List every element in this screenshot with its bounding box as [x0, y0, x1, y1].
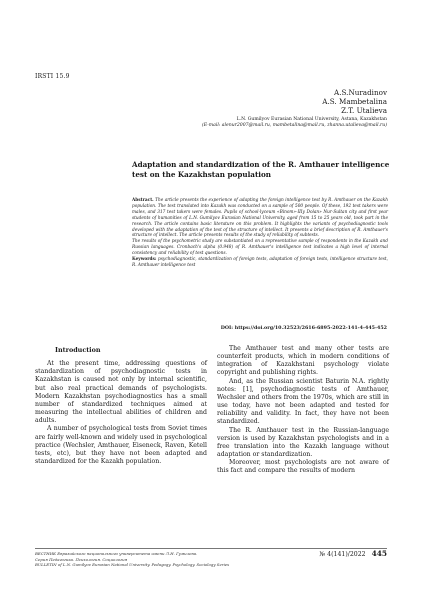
paragraph: A number of psychological tests from Soviet times are fairly well-known and widely used in psychological practice (Wechsler, Amthauer, Eiseneck, Raven, Ketell tests, etc), but they have not been adapted and standardized for the Kazakh population.: [35, 425, 207, 466]
affiliation: [202, 117, 387, 129]
right-column: [217, 345, 389, 476]
journal-footer: [35, 551, 305, 568]
affiliation-emails: (E-mail: alenur2007@mail.ru, mambetalina@mail.ru, zhanna.utalieva@mail.ru): [201, 123, 387, 128]
abstract-text-2: The results of the psychometric study are substantiated on a representative sample of respondents in the Kazakh and Russian languages. Cronbach's alpha (0.948) of R. Amthauer's intelligence test indicates a high level of internal consistency and reliability of test questions.: [132, 239, 388, 257]
keywords: psychodiagnostic, standardization of foreign tests, adaptation of foreign tests, intelligence structure test, R. Amthauer intelligence test: [132, 257, 388, 268]
paragraph: The R. Amthauer test in the Russian-language version is used by Kazakhstan psychologists and in a free translation into the Kazakh language without adaptation or standardization.: [217, 426, 389, 459]
keywords-label: Keywords:: [132, 257, 157, 263]
author-name: A.S. Mambetalina: [322, 97, 387, 106]
article-title: Adaptation and standardization of the R. Amthauer intelligence test on the Kazakhstan population: [132, 160, 390, 179]
author-name: Z.T. Utalieva: [341, 106, 387, 115]
abstract-label: Abstract.: [132, 198, 154, 203]
journal-name-line: ВЕСТНИК Евразийского национального университета имени Л.Н. Гумилева.: [35, 551, 198, 556]
doi-link[interactable]: DOI: https://doi.org/10.32523/2616-6895-2022-141-4-445-452: [220, 325, 387, 331]
journal-name-line: Серия Педагогика. Психология. Социология: [35, 556, 128, 562]
paragraph: And, as the Russian scientist Baturin N.A. rightly notes: [1], psychodiagnostic tests of Amthauer, Wechsler and others from the 1970s, which are still in use today, have not been adapted and tested for reliability and validity. In fact, they have not been standardized.: [217, 377, 389, 426]
abstract-text: The article presents the experience of adapting the foreign intelligence test by R. Amthauer on the Kazakh population. The test translated into Kazakh was conducted on a sample of 500 people. Of these, 192 test takers were males, and 317 test takers were females. Pupils of school-lyceum «Binom»-IIIy Dolan» Nur-Sultan city and first year students of humanities of L.N. Gumilyov Eurasian National University, aged from 15 to 25 years old, took part in the research. The article contains basic literature on this problem. It highlights the variants of psychodiagnostic tools developed with the adaptation of the test of the structure of intellect. It presents a brief description of R. Amthauer's structure of intellect. The article presents results of the study of reliability of subtests.: [132, 198, 388, 239]
abstract: [132, 198, 388, 269]
paragraph: Moreover, most psychologists are not aware of this fact and compare the results of modern: [217, 459, 389, 475]
issue-info: [319, 549, 387, 558]
author-name: A.S.Nuradinov: [334, 88, 387, 97]
left-column: [35, 345, 207, 466]
author-list: [322, 88, 387, 115]
paragraph: The Amthauer test and many other tests are counterfeit products, which in modern conditions of integration of Kazakhstani psychology violate copyright and publishing rights.: [217, 345, 389, 377]
paragraph: At the present time, addressing questions of standardization of psychodiagnostic tests in Kazakhstan is caused not only by internal scientific, but also real practical demands of psychologists. Modern Kazakhstan psychodiagnostics has a small number of standardized techniques aimed at measuring the intellectual abilities of children and adults.: [35, 360, 207, 425]
issue-number: № 4(141)/2022: [319, 551, 366, 558]
section-heading: Introduction: [55, 346, 101, 354]
page-number: 445: [371, 549, 387, 558]
affiliation-institution: L.N. Gumilyov Eurasian National University, Astana, Kazakhstan: [236, 117, 387, 122]
irsti-code: IRSTI 15.9: [35, 73, 70, 80]
journal-name-line: BULLETIN of L.N. Gumilyov Eurasian National University. Pedagogy. Psychology. Sociology Series: [35, 562, 230, 568]
